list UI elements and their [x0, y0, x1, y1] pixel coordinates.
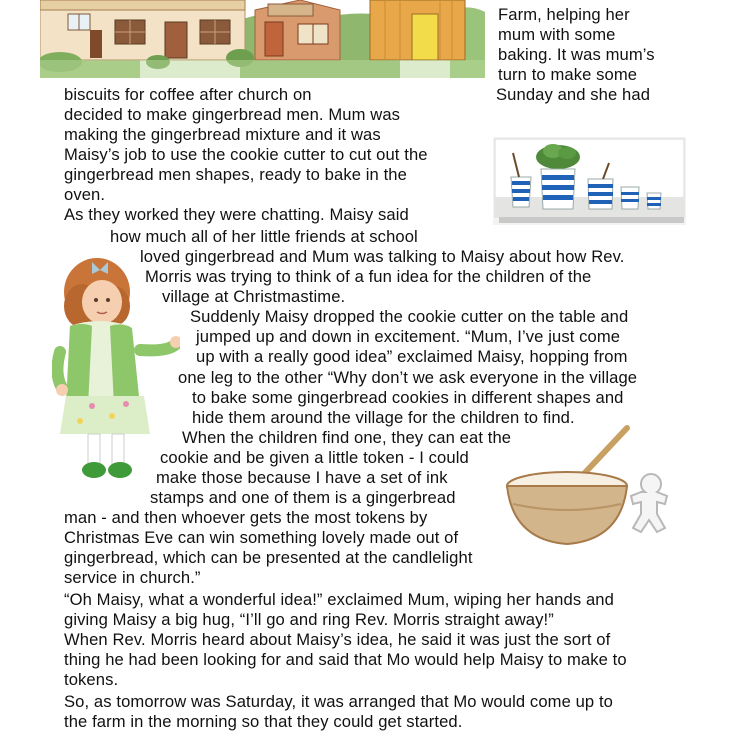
striped-pots-photo — [493, 137, 686, 225]
story-line: giving Maisy a big hug, “I’ll go and ring Rev. Morris straight away!” — [64, 610, 554, 629]
mixing-bowl-illustration — [505, 424, 675, 566]
story-line: Maisy’s job to use the cookie cutter to cut out the — [64, 145, 428, 164]
story-line: baking. It was mum’s — [498, 45, 655, 64]
story-line: So, as tomorrow was Saturday, it was arranged that Mo would come up to — [64, 692, 614, 711]
story-line: making the gingerbread mixture and it was — [64, 125, 381, 144]
story-line: village at Christmastime. — [162, 287, 346, 306]
story-line: up with a really good idea” exclaimed Maisy, hopping from — [196, 347, 628, 366]
story-line: to bake some gingerbread cookies in different shapes and — [192, 388, 624, 407]
story-line: tokens. — [64, 670, 119, 689]
story-line: one leg to the other “Why don’t we ask everyone in the village — [178, 368, 638, 387]
story-line: mum with some — [498, 25, 616, 44]
story-line: the farm in the morning so that they could get started. — [64, 712, 463, 731]
village-farm-illustration — [40, 0, 485, 78]
story-line: how much all of her little friends at school — [110, 227, 418, 246]
story-line: decided to make gingerbread men. Mum was — [64, 105, 401, 124]
story-line: stamps and one of them is a gingerbread — [150, 488, 456, 507]
story-line: hide them around the village for the children to find. — [192, 408, 575, 427]
story-line: Sunday and she had — [496, 85, 651, 104]
story-line: jumped up and down in excitement. “Mum, I’ve just come — [196, 327, 621, 346]
story-line: turn to make some — [498, 65, 638, 84]
story-line: gingerbread men shapes, ready to bake in the — [64, 165, 407, 184]
story-line: Christmas Eve can win something lovely made out of — [64, 528, 459, 547]
story-line: When Rev. Morris heard about Maisy’s idea, he said it was just the sort of — [64, 630, 611, 649]
story-line: man - and then whoever gets the most tokens by — [64, 508, 428, 527]
story-line: Suddenly Maisy dropped the cookie cutter on the table and — [190, 307, 629, 326]
story-line: Morris was trying to think of a fun idea for the children of the — [145, 267, 592, 286]
story-line: As they worked they were chatting. Maisy said — [64, 205, 409, 224]
story-line: oven. — [64, 185, 106, 204]
story-line: When the children find one, they can eat the — [182, 428, 512, 447]
story-line: service in church.” — [64, 568, 201, 587]
story-line: Farm, helping her — [498, 5, 630, 24]
story-line: biscuits for coffee after church on — [64, 85, 312, 104]
story-line: thing he had been looking for and said that Mo would help Maisy to make to — [64, 650, 627, 669]
story-line: cookie and be given a little token - I could — [160, 448, 469, 467]
story-line: loved gingerbread and Mum was talking to Maisy about how Rev. — [140, 247, 625, 266]
story-line: “Oh Maisy, what a wonderful idea!” exclaimed Mum, wiping her hands and — [64, 590, 614, 609]
story-line: gingerbread, which can be presented at the candlelight — [64, 548, 473, 567]
story-line: make those because I have a set of ink — [156, 468, 448, 487]
